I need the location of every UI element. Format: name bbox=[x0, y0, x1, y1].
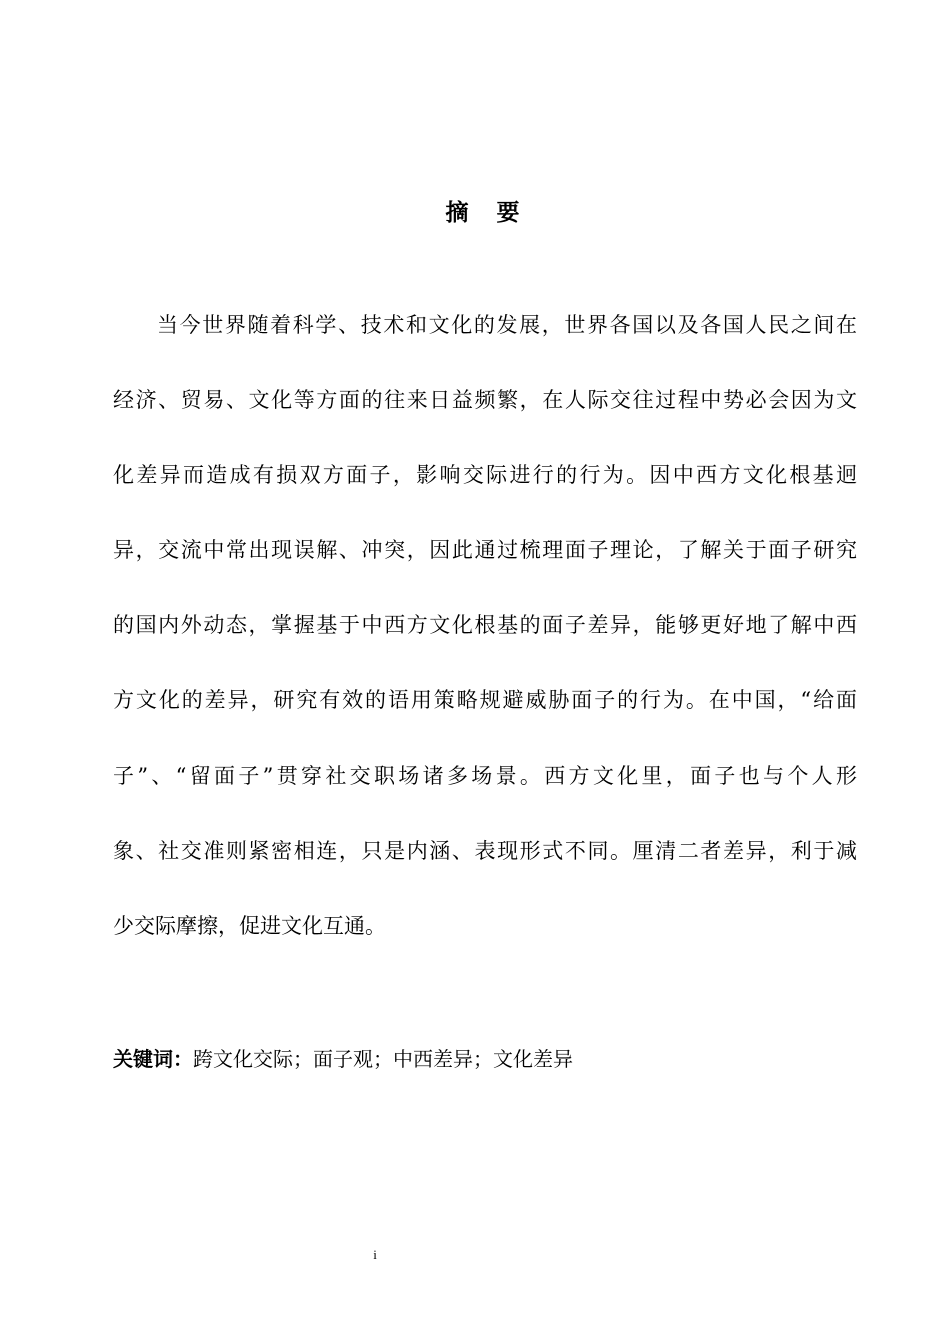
page-number: i bbox=[373, 1247, 377, 1262]
abstract-line: 化差异而造成有损双方面子，影响交际进行的行为。因中西方文化根基迥 bbox=[113, 463, 857, 488]
abstract-line: 异，交流中常出现误解、冲突，因此通过梳理面子理论，了解关于面子研究 bbox=[113, 538, 857, 563]
page-title: 摘 要 bbox=[445, 200, 530, 226]
abstract-line: 子”、“留面子”贯穿社交职场诸多场景。西方文化里，面子也与个人形 bbox=[113, 763, 857, 788]
abstract-line: 经济、贸易、文化等方面的往来日益频繁，在人际交往过程中势必会因为文 bbox=[113, 388, 857, 413]
abstract-line: 方文化的差异，研究有效的语用策略规避威胁面子的行为。在中国，“给面 bbox=[113, 688, 857, 713]
keywords-text: 跨文化交际；面子观；中西差异；文化差异 bbox=[193, 1047, 573, 1071]
abstract-line: 当今世界随着科学、技术和文化的发展，世界各国以及各国人民之间在 bbox=[157, 313, 857, 337]
abstract-line: 象、社交准则紧密相连，只是内涵、表现形式不同。厘清二者差异，利于减 bbox=[113, 838, 857, 863]
keywords-label: 关键词： bbox=[113, 1047, 193, 1071]
abstract-line: 少交际摩擦，促进文化互通。 bbox=[113, 913, 386, 938]
keywords-line bbox=[113, 1041, 573, 1077]
abstract-body bbox=[113, 307, 857, 983]
abstract-line: 的国内外动态，掌握基于中西方文化根基的面子差异，能够更好地了解中西 bbox=[113, 613, 857, 638]
